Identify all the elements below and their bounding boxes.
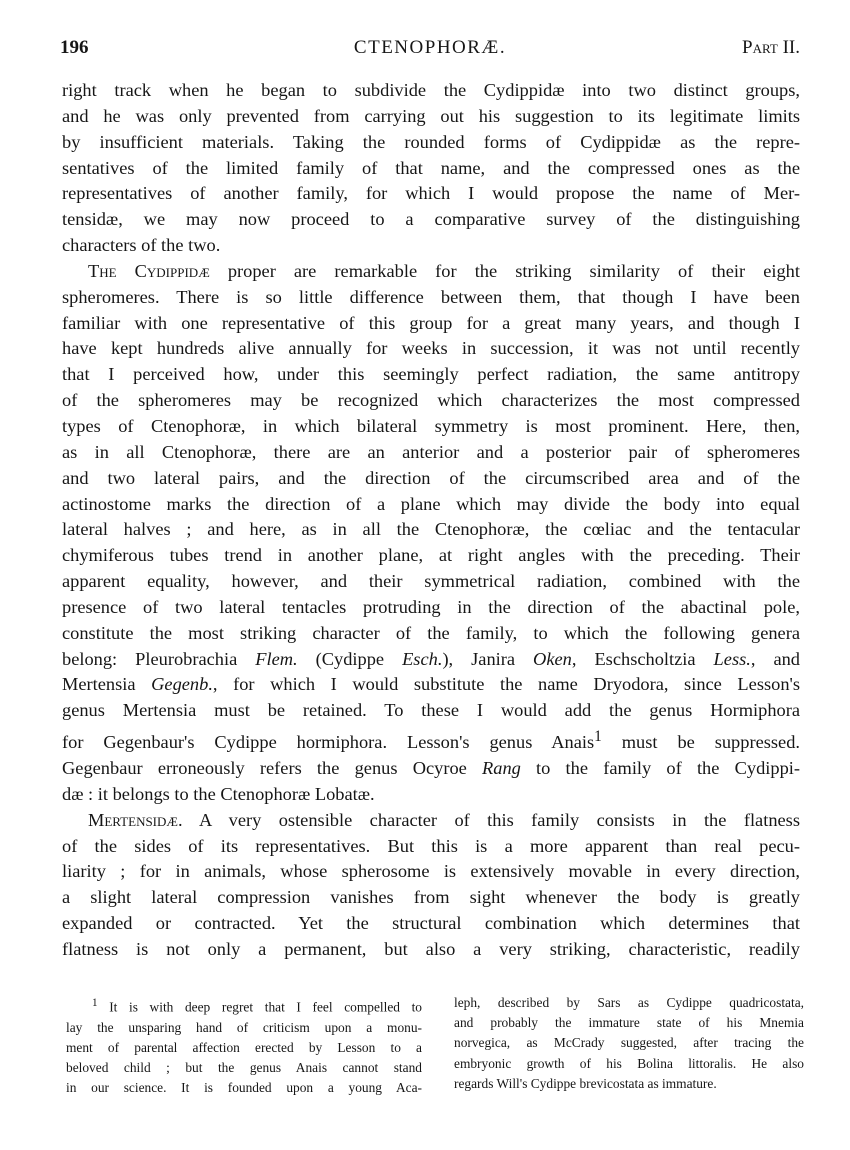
text-line: liarity ; for in animals, whose spherosome is extensively movable in every direction, [62, 861, 800, 882]
paragraph-2 [62, 259, 800, 808]
footnote-line [66, 993, 422, 1018]
text-line: characters of the two. [62, 235, 221, 256]
text-fragment: It is with deep regret that I feel compelled to [97, 999, 422, 1015]
text-line: as in all Ctenophoræ, there are an anterior and a posterior pair of spheromeres [62, 441, 800, 462]
family-name-cydippidae: Cydippidæ [134, 260, 210, 281]
text-line [62, 724, 800, 756]
text-line: actinostome marks the direction of a plane which may divide the body into equal [62, 493, 800, 514]
text-fragment: (Cydippe [297, 648, 403, 669]
footnote-line: embryonic growth of his Bolina littoralis. He also [454, 1055, 804, 1071]
paragraph-1 [62, 78, 800, 259]
text-line: genus Mertensia must be retained. To these I would add the genus Hormiphora [62, 700, 800, 721]
text-line: have kept hundreds alive annually for weeks in succession, it was not until recently [62, 338, 800, 359]
text-fragment: Mertensia [62, 674, 152, 695]
text-line: lateral halves ; and here, as in all the Ctenophoræ, the cœliac and the tentacular [62, 519, 800, 540]
text-line: familiar with one representative of this group for a great many years, and though I [62, 312, 800, 333]
footnote-reference[interactable]: 1 [594, 728, 602, 746]
text-fragment: Gegenbaur erroneously refers the genus Ocyroe [62, 758, 483, 779]
body-text [62, 78, 800, 963]
text-line: tensidæ, we may now proceed to a comparative survey of the distinguishing [62, 209, 800, 230]
text-line: a slight lateral compression vanishes from sight whenever the body is greatly [62, 887, 800, 908]
text-line: right track when he began to subdivide the Cydippidæ into two distinct groups, [62, 80, 800, 100]
text-line: of the sides of its representatives. But this is a more apparent than real pecu- [62, 835, 800, 856]
text-line: and he was only prevented from carrying out his suggestion to its legitimate limits [62, 105, 800, 126]
text-line: flatness is not only a permanent, but also a very striking, characteristic, readily [62, 938, 800, 959]
text-fragment: , for which I would substitute the name Dryodora, since Lesson's [212, 674, 800, 695]
text-fragment: must be suppressed. [601, 732, 801, 753]
footnote-marker: 1 [92, 997, 98, 1009]
family-heading-mertensidae: Mertensidæ. [88, 809, 183, 830]
text-fragment: to the family of the Cydippi- [520, 758, 800, 779]
text-fragment: , and [750, 648, 800, 669]
text-line: constitute the most striking character of the family, to which the following genera [62, 622, 800, 643]
text-fragment: proper are remarkable for the striking similarity of their eight [209, 260, 800, 281]
text-line: sentatives of the limited family of that name, and the compressed ones as the [62, 157, 800, 178]
text-line: presence of two lateral tentacles protruding in the direction of the abactinal pole, [62, 596, 800, 617]
author-abbrev: Less. [713, 648, 751, 669]
footnote-line: and probably the immature state of his Mnemia [454, 1015, 804, 1031]
text-line: spheromeres. There is so little difference between them, that though I have been [62, 286, 800, 307]
text-line: and two lateral pairs, and the direction of the circumscribed area and of the [62, 467, 800, 488]
footnote-line: in our science. It is founded upon a young Aca- [66, 1080, 422, 1096]
footnote-column-right [454, 993, 804, 1094]
footnote-line: lay the unsparing hand of criticism upon a monu- [66, 1019, 422, 1035]
paragraph-3 [62, 808, 800, 963]
author-abbrev: Gegenb. [151, 674, 213, 695]
page-number: 196 [60, 37, 89, 58]
running-head [60, 36, 800, 60]
author-abbrev: Rang [482, 758, 521, 779]
text-line [62, 808, 800, 834]
footnote-line: regards Will's Cydippe brevicostata as immature. [454, 1075, 717, 1091]
footnote-separator [62, 982, 800, 983]
text-line: apparent equality, however, and their symmetrical radiation, combined with the [62, 571, 800, 592]
author-abbrev: Esch. [402, 648, 443, 669]
text-line: representatives of another family, for which I would propose the name of Mer- [62, 183, 800, 204]
text-fragment: ), Janira [442, 648, 534, 669]
text-line: that I perceived how, under this seemingly perfect radiation, the same antitropy [62, 364, 800, 385]
footnote-line: norvegica, as McCrady suggested, after tracing the [454, 1035, 804, 1051]
text-line [62, 756, 800, 782]
footnote-line: leph, described by Sars as Cydippe quadricostata, [454, 995, 804, 1010]
text-line: of the spheromeres may be recognized which characterizes the most compressed [62, 390, 800, 411]
text-fragment: belong: Pleurobrachia [62, 648, 256, 669]
text-line: expanded or contracted. Yet the structural combination which determines that [62, 913, 800, 934]
text-line: dæ : it belongs to the Ctenophoræ Lobatæ. [62, 783, 375, 804]
footnote-line: ment of parental affection erected by Lesson to a [66, 1039, 422, 1055]
footnote-line: beloved child ; but the genus Anais cannot stand [66, 1060, 422, 1076]
text-fragment: A very ostensible character of this family consists in the flatness [182, 809, 800, 830]
text-line: by insufficient materials. Taking the rounded forms of Cydippidæ as the repre- [62, 131, 800, 152]
text-line: types of Ctenophoræ, in which bilateral symmetry is most prominent. Here, then, [62, 415, 800, 436]
text-line [62, 259, 800, 285]
author-abbrev: Oken [533, 648, 572, 669]
author-abbrev: Flem. [255, 648, 298, 669]
text-fragment: , Eschscholtzia [571, 648, 714, 669]
text-line [62, 647, 800, 673]
text-line [62, 672, 800, 698]
family-heading-cydippidae: The [88, 260, 135, 281]
text-line: chymiferous tubes trend in another plane, at right angles with the preceding. Their [62, 545, 800, 566]
text-fragment: for Gegenbaur's Cydippe hormiphora. Lesson's genus Anais [62, 732, 595, 753]
running-title: CTENOPHORÆ. [353, 37, 507, 58]
part-label: Part II. [742, 37, 800, 58]
footnote-column-left [66, 993, 422, 1098]
